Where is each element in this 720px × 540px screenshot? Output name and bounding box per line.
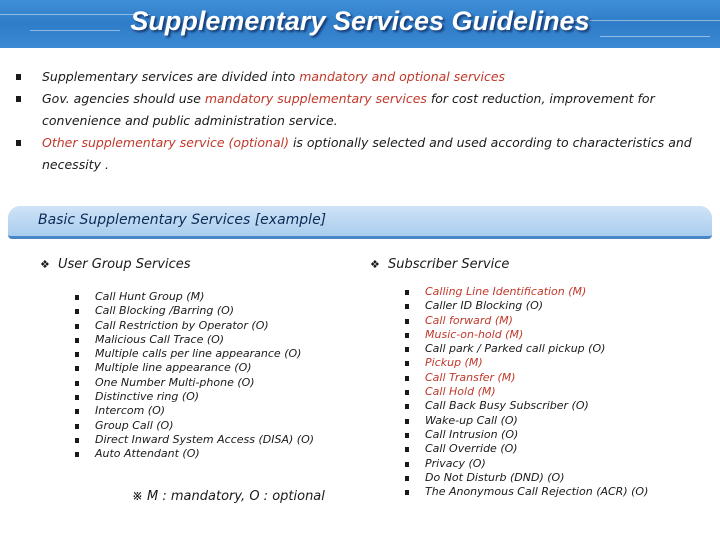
square-bullet-icon	[75, 295, 79, 300]
list-item-text: Direct Inward System Access (DISA) (O)	[95, 432, 315, 446]
square-bullet-icon	[75, 338, 79, 343]
page-title: Supplementary Services Guidelines	[130, 6, 590, 36]
bullet-text: Supplementary services are divided into	[42, 69, 300, 84]
list-item	[405, 399, 648, 413]
list-item	[405, 285, 648, 299]
list-item-text: Group Call (O)	[95, 418, 174, 432]
diamond-bullet-icon: ❖	[370, 258, 380, 271]
list-item-text: Call forward (M)	[425, 313, 513, 327]
list-item-text: Call Back Busy Subscriber (O)	[425, 399, 589, 413]
bullet-highlight: Other supplementary service (optional)	[42, 135, 289, 150]
list-item-text: Pickup (M)	[425, 356, 483, 370]
square-bullet-icon	[405, 347, 409, 352]
list-item	[405, 428, 648, 442]
list-item	[405, 371, 648, 385]
square-bullet-icon	[405, 433, 409, 438]
bullet-text: Gov. agencies should use	[42, 91, 205, 106]
list-item	[75, 419, 314, 433]
square-bullet-icon	[405, 376, 409, 381]
list-item-text: Call Hold (M)	[425, 385, 496, 399]
bullet-text: for cost reduction, improvement for convenience and public administration service.	[42, 91, 655, 128]
square-bullet-icon	[405, 490, 409, 495]
user-group-heading-text: User Group Services	[58, 257, 191, 272]
square-bullet-icon	[405, 404, 409, 409]
list-item	[405, 457, 648, 471]
list-item	[405, 414, 648, 428]
list-item-text: Call Blocking /Barring (O)	[95, 304, 235, 318]
square-bullet-icon	[405, 447, 409, 452]
list-item	[75, 361, 314, 375]
list-item-text: Multiple line appearance (O)	[95, 361, 252, 375]
user-group-heading	[40, 257, 191, 272]
square-bullet-icon	[405, 319, 409, 324]
list-item-text: Do Not Disturb (DND) (O)	[425, 470, 565, 484]
list-item-text: Privacy (O)	[425, 456, 486, 470]
square-bullet-icon	[75, 324, 79, 329]
bullet-text: is optionally selected and used according to characteristics and necessity .	[42, 135, 692, 172]
list-item-text: Malicious Call Trace (O)	[95, 332, 225, 346]
square-bullet-icon	[75, 352, 79, 357]
list-item-text: Wake-up Call (O)	[425, 413, 518, 427]
square-bullet-icon	[405, 390, 409, 395]
subscriber-heading-text: Subscriber Service	[388, 257, 510, 272]
list-item-text: Call Intrusion (O)	[425, 427, 519, 441]
intro-bullet	[14, 132, 704, 176]
square-bullet-icon	[75, 424, 79, 429]
list-item-text: Multiple calls per line appearance (O)	[95, 347, 302, 361]
user-group-list	[75, 290, 314, 462]
square-bullet-icon	[16, 140, 21, 146]
square-bullet-icon	[75, 452, 79, 457]
list-item	[75, 347, 314, 361]
list-item	[405, 485, 648, 499]
square-bullet-icon	[16, 96, 21, 102]
list-item	[75, 333, 314, 347]
list-item	[75, 319, 314, 333]
section-banner	[8, 206, 712, 239]
list-item	[405, 385, 648, 399]
list-item	[75, 290, 314, 304]
square-bullet-icon	[16, 74, 21, 80]
square-bullet-icon	[405, 476, 409, 481]
list-item-text: Call Override (O)	[425, 442, 518, 456]
square-bullet-icon	[405, 304, 409, 309]
list-item-text: Caller ID Blocking (O)	[425, 299, 544, 313]
list-item-text: Call Transfer (M)	[425, 370, 516, 384]
list-item	[405, 356, 648, 370]
square-bullet-icon	[75, 438, 79, 443]
list-item	[75, 376, 314, 390]
list-item	[75, 447, 314, 461]
square-bullet-icon	[405, 290, 409, 295]
list-item	[405, 471, 648, 485]
diamond-bullet-icon: ❖	[40, 258, 50, 271]
list-item-text: Call Hunt Group (M)	[95, 290, 205, 303]
list-item	[75, 304, 314, 318]
list-item-text: Intercom (O)	[95, 404, 166, 418]
square-bullet-icon	[405, 361, 409, 366]
square-bullet-icon	[405, 419, 409, 424]
intro-bullet	[14, 88, 704, 132]
list-item-text: Auto Attendant (O)	[95, 447, 200, 461]
list-item-text: Call park / Parked call pickup (O)	[425, 342, 606, 356]
square-bullet-icon	[75, 309, 79, 314]
list-item-text: One Number Multi-phone (O)	[95, 375, 255, 389]
list-item-text: Music-on-hold (M)	[425, 327, 524, 341]
list-item-text: Call Restriction by Operator (O)	[95, 318, 269, 332]
list-item	[75, 390, 314, 404]
square-bullet-icon	[75, 366, 79, 371]
title-bar	[0, 0, 720, 48]
list-item	[75, 433, 314, 447]
square-bullet-icon	[405, 462, 409, 467]
subscriber-heading	[370, 257, 509, 272]
list-item-text: Calling Line Identification (M)	[425, 285, 587, 298]
bullet-highlight: mandatory supplementary services	[204, 91, 427, 106]
intro-bullets	[14, 66, 704, 176]
list-item	[405, 442, 648, 456]
list-item	[405, 342, 648, 356]
intro-bullet	[14, 66, 704, 88]
bullet-highlight: mandatory and optional services	[299, 69, 506, 84]
list-item	[405, 314, 648, 328]
list-item-text: Distinctive ring (O)	[95, 390, 200, 404]
banner-title: Basic Supplementary Services [example]	[38, 212, 327, 228]
list-item	[75, 404, 314, 418]
list-item-text: The Anonymous Call Rejection (ACR) (O)	[425, 485, 649, 499]
list-item	[405, 328, 648, 342]
legend-note: ※ M : mandatory, O : optional	[132, 489, 325, 504]
square-bullet-icon	[75, 395, 79, 400]
square-bullet-icon	[75, 381, 79, 386]
square-bullet-icon	[75, 409, 79, 414]
subscriber-list	[405, 285, 648, 499]
square-bullet-icon	[405, 333, 409, 338]
list-item	[405, 299, 648, 313]
